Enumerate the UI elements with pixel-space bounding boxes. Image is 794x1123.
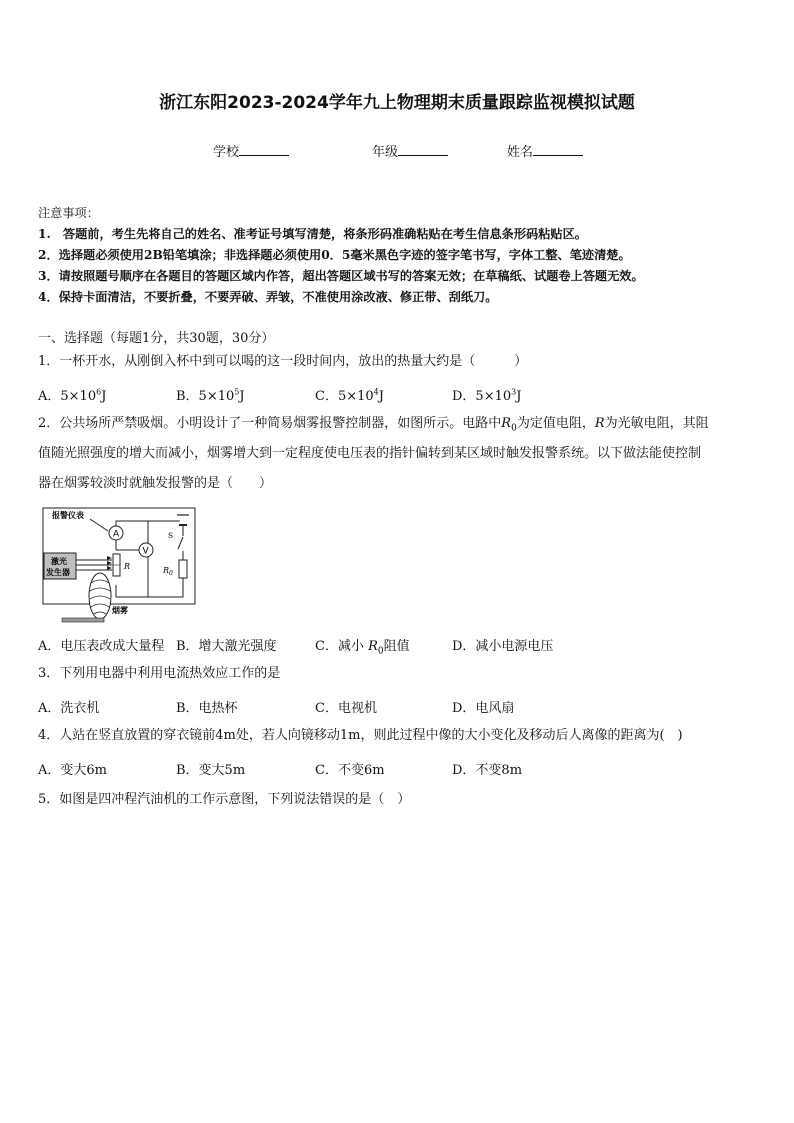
- q2-r: R: [594, 416, 605, 431]
- question-3-text: 3．下列用电器中利用电流热效应工作的是: [38, 666, 281, 681]
- laser-label-2: 发生器: [46, 568, 70, 577]
- q2-r0-sub: 0: [511, 423, 517, 434]
- q1-option-d-unit: J: [516, 389, 522, 404]
- name-label: 姓名: [507, 145, 534, 160]
- q4-option-a[interactable]: A．变大6m: [38, 763, 107, 778]
- ammeter-label: A: [113, 529, 120, 540]
- q2-r0: R: [501, 416, 512, 431]
- q2-option-c-post: 阻值: [383, 639, 410, 654]
- smoke-label: 烟雾: [112, 606, 128, 615]
- q1-option-b[interactable]: [176, 385, 245, 404]
- notes-item: 4．保持卡面清洁，不要折叠，不要弄破、弄皱，不准使用涂改液、修正带、刮纸刀。: [38, 290, 498, 304]
- q2-option-c-pre: C．减小: [315, 639, 364, 654]
- grade-field: [372, 141, 448, 160]
- section-heading: 一、选择题（每题1分，共30题，30分）: [38, 331, 275, 346]
- page-title: 浙江东阳2023-2024学年九上物理期末质量跟踪监视模拟试题: [159, 93, 635, 113]
- q2-line-3: 器在烟雾较淡时就触发报警的是（ ）: [38, 476, 273, 491]
- q1-option-c-exp: 4: [373, 387, 379, 397]
- grade-label: 年级: [372, 145, 399, 160]
- r0-label: $R_0$: [163, 566, 173, 577]
- q2-option-b[interactable]: B．增大激光强度: [176, 639, 277, 654]
- notes-heading: 注意事项：: [38, 206, 99, 220]
- r0-resistor-symbol: [179, 560, 187, 578]
- q1-option-c[interactable]: [315, 385, 384, 404]
- name-blank[interactable]: [533, 143, 583, 156]
- school-label: 学校: [213, 145, 240, 160]
- ashtray-icon: [62, 618, 104, 622]
- question-4-text: 4．人站在竖直放置的穿衣镜前4m处，若人向镜移动1m，则此过程中像的大小变化及移动后人离像的距离为( ): [38, 728, 683, 743]
- grade-blank[interactable]: [398, 143, 448, 156]
- q1-option-d-exp: 3: [511, 387, 517, 397]
- q4-option-c[interactable]: C．不变6m: [315, 763, 385, 778]
- r-label: R: [124, 562, 131, 571]
- alarm-label: 报警仪表: [52, 511, 84, 520]
- q2-line-1b: 为定值电阻，: [516, 416, 595, 431]
- school-blank[interactable]: [239, 143, 289, 156]
- q2-line-1a: 2．公共场所严禁吸烟。小明设计了一种简易烟雾报警控制器，如图所示。电路中: [38, 416, 502, 431]
- q1-option-c-unit: J: [378, 389, 384, 404]
- q2-option-c-r0: R: [368, 639, 378, 654]
- notes-item: 3．请按照题号顺序在各题目的答题区域内作答，超出答题区域书写的答案无效；在草稿纸、试题卷上答题无效。: [38, 269, 644, 283]
- q1-option-a[interactable]: [38, 385, 106, 404]
- question-5-text: 5．如图是四冲程汽油机的工作示意图，下列说法错误的是（ ）: [38, 792, 411, 807]
- q3-option-c[interactable]: C．电视机: [315, 701, 377, 716]
- q1-option-a-text: A．5×10: [38, 389, 97, 404]
- school-field: [213, 141, 289, 160]
- q2-line-2: 值随光照强度的增大而减小，烟雾增大到一定程度使电压表的指针偏转到某区域时触发报警系统。以下做法能使控制: [38, 446, 702, 461]
- notes-item: 1. 答题前，考生先将自己的姓名、准考证号填写清楚，将条形码准确粘贴在考生信息条形码粘贴区。: [38, 227, 587, 241]
- q4-option-b[interactable]: B．变大5m: [176, 763, 246, 778]
- q1-option-a-unit: J: [101, 389, 107, 404]
- question-1-text: 1．一杯开水，从刚倒入杯中到可以喝的这一段时间内，放出的热量大约是（ ）: [38, 354, 528, 369]
- q2-option-a[interactable]: A．电压表改成大量程: [38, 639, 165, 654]
- q2-option-d[interactable]: D．减小电源电压: [452, 639, 554, 654]
- laser-label-1: 激光: [51, 557, 67, 566]
- q4-option-d[interactable]: D．不变8m: [452, 763, 523, 778]
- smoke-alarm-circuit-diagram: [40, 505, 200, 627]
- switch-label: S: [168, 531, 174, 540]
- q3-option-b[interactable]: B．电热杯: [176, 701, 238, 716]
- q1-option-d-text: D．5×10: [452, 389, 512, 404]
- q1-option-b-unit: J: [239, 389, 245, 404]
- q3-option-d[interactable]: D．电风扇: [452, 701, 515, 716]
- q2-line-1: [38, 409, 758, 439]
- q2-line-1c: 为光敏电阻，其阻: [604, 416, 709, 431]
- notes: [38, 203, 644, 308]
- q2-option-c-r0-sub: 0: [377, 646, 384, 657]
- question-2-text: [38, 409, 758, 499]
- q1-option-b-text: B．5×10: [176, 389, 235, 404]
- voltmeter-label: V: [142, 546, 149, 557]
- q1-option-b-exp: 5: [234, 387, 240, 397]
- q1-option-c-text: C．5×10: [315, 389, 374, 404]
- notes-item: 2．选择题必须使用2B铅笔填涂；非选择题必须使用0．5毫米黑色字迹的签字笔书写，字体工整、笔迹清楚。: [38, 248, 631, 262]
- q3-option-a[interactable]: A．洗衣机: [38, 701, 100, 716]
- q1-option-d[interactable]: [452, 385, 521, 404]
- q1-option-a-exp: 6: [96, 387, 102, 397]
- name-field: [507, 141, 583, 160]
- q2-option-c[interactable]: [315, 635, 410, 657]
